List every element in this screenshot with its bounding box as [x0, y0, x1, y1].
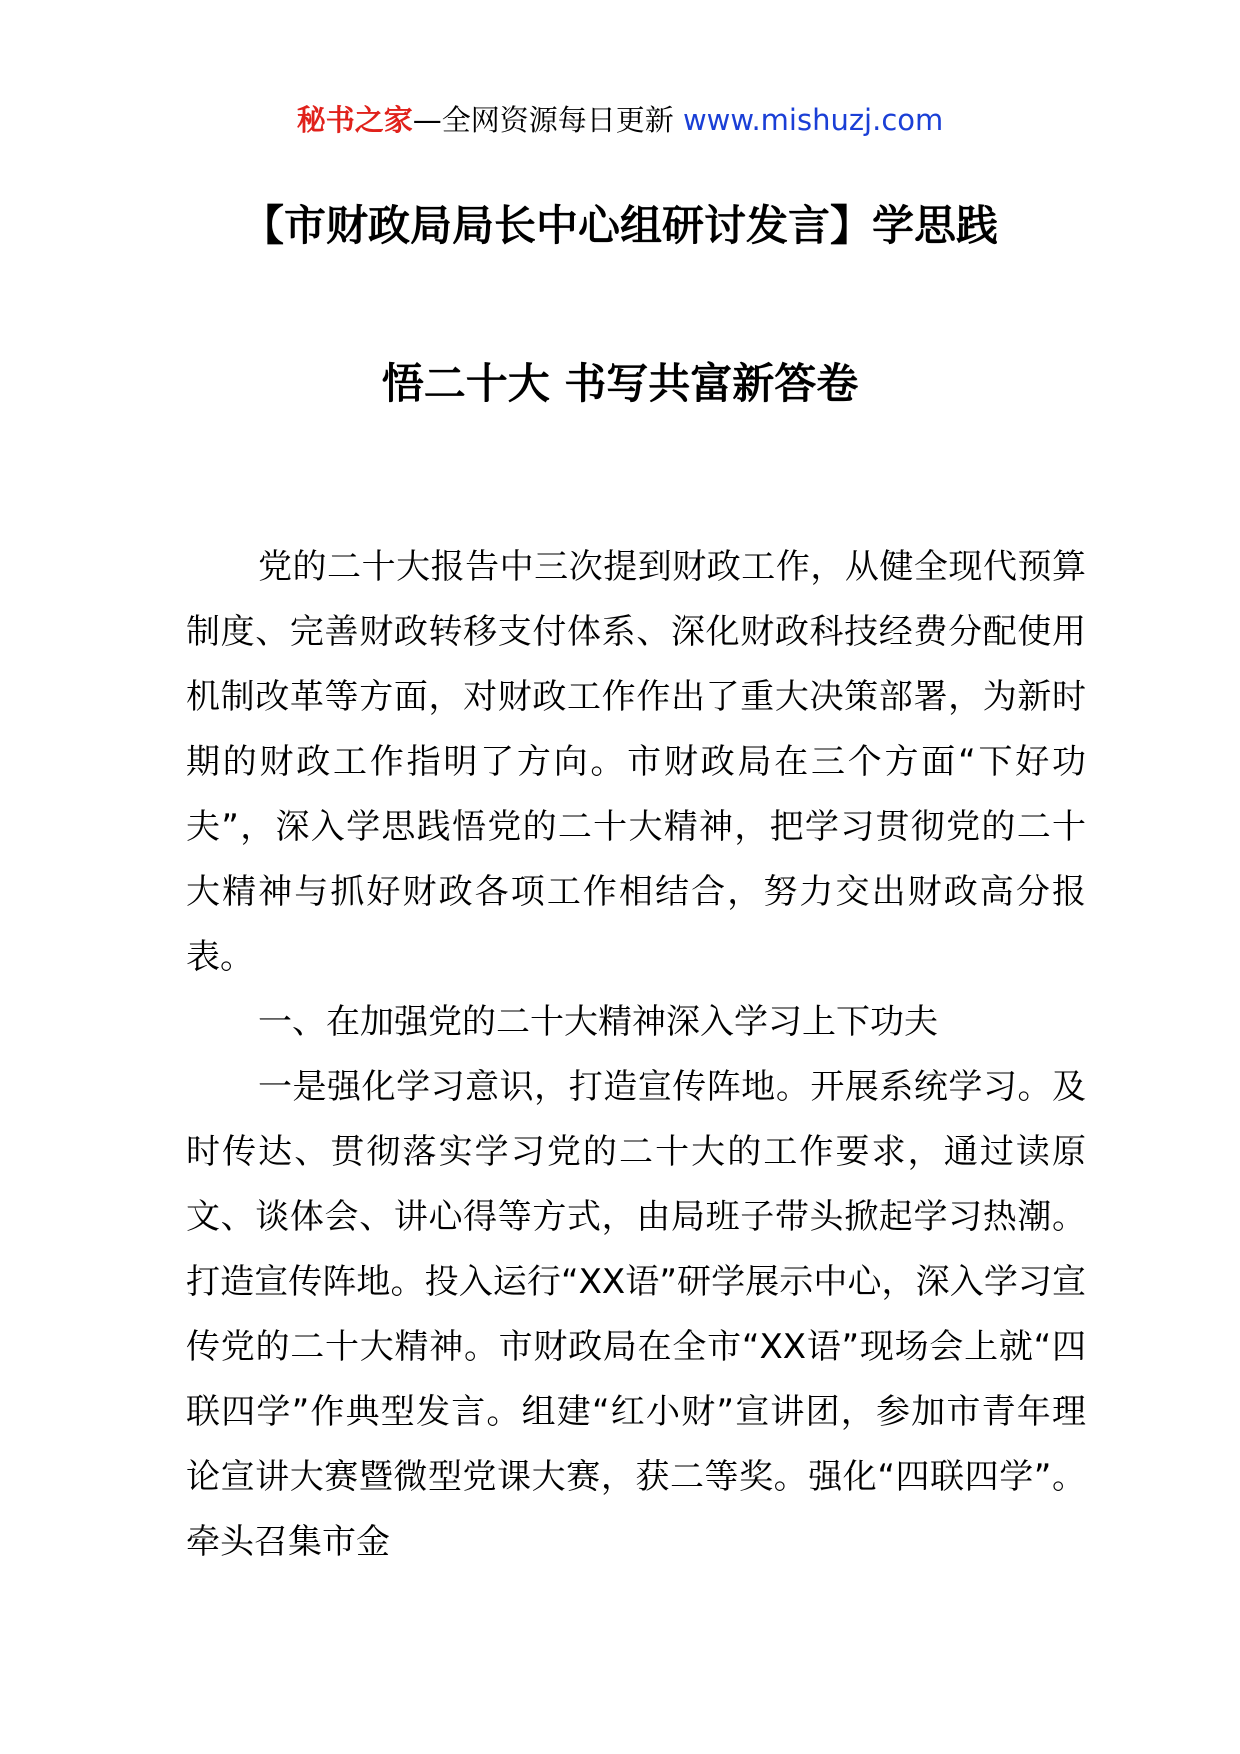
section-heading-1: 一、在加强党的二十大精神深入学习上下功夫	[258, 1002, 938, 1042]
site-header	[0, 100, 1240, 140]
header-slogan: —全网资源每日更新	[412, 103, 674, 137]
document-title-line-2: 悟二十大 书写共富新答卷	[381, 359, 859, 408]
brand-name: 秘书之家	[296, 103, 413, 137]
document-body	[186, 535, 1086, 1575]
body-paragraph-intro: 党的二十大报告中三次提到财政工作，从健全现代预算制度、完善财政转移支付体系、深化财政科技经费分配使用机制改革等方面，对财政工作作出了重大决策部署，为新时期的财政工作指明了方向。市财政局在三个方面“下好功夫”，深入学思践悟党的二十大精神，把学习贯彻党的二十大精神与抓好财政各项工作相结合，努力交出财政高分报表。	[186, 547, 1086, 977]
site-url-link[interactable]: www.mishuzj.com	[682, 103, 944, 137]
body-paragraph-1: 一是强化学习意识，打造宣传阵地。开展系统学习。及时传达、贯彻落实学习党的二十大的工作要求，通过读原文、谈体会、讲心得等方式，由局班子带头掀起学习热潮。打造宣传阵地。投入运行“XX语”研学展示中心，深入学习宣传党的二十大精神。市财政局在全市“XX语”现场会上就“四联四学”作典型发言。组建“红小财”宣讲团，参加市青年理论宣讲大赛暨微型党课大赛，获二等奖。强化“四联四学”。牵头召集市金	[186, 1067, 1086, 1562]
document-title-line-1: 【市财政局局长中心组研讨发言】学思践	[241, 201, 998, 250]
